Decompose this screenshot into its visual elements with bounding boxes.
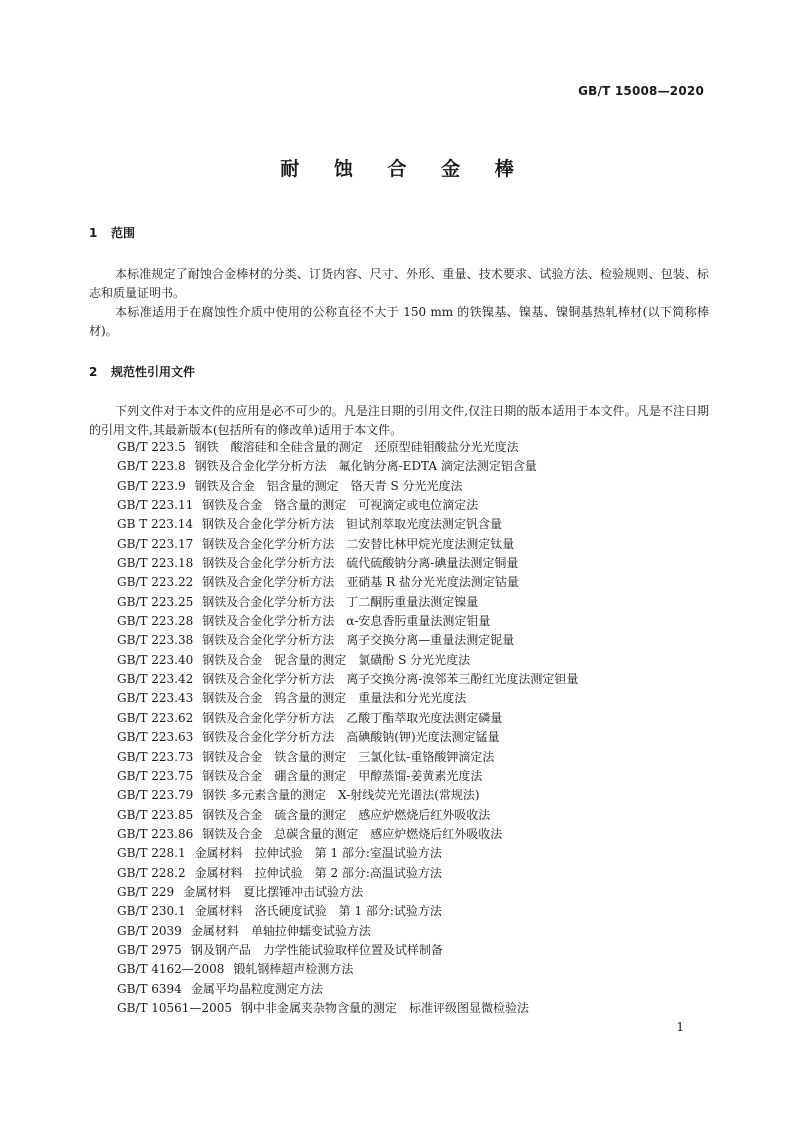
reference-code: GB/T 223.8 xyxy=(117,459,186,474)
reference-item xyxy=(117,573,578,592)
reference-item xyxy=(117,535,578,554)
reference-item xyxy=(117,960,578,979)
reference-item xyxy=(117,883,578,902)
reference-item xyxy=(117,767,578,786)
reference-title: 金属平均晶粒度测定方法 xyxy=(190,981,323,996)
reference-item xyxy=(117,457,578,476)
reference-title: 钢铁及合金化学分析方法 高碘酸钠(钾)光度法测定锰量 xyxy=(202,730,500,745)
reference-code: GB/T 223.18 xyxy=(117,556,194,571)
reference-title: 钢铁及合金化学分析方法 α-安息香肟重量法测定钼量 xyxy=(202,614,491,629)
reference-item xyxy=(117,922,578,941)
reference-title: 钢铁及合金化学分析方法 离子交换分离—重量法测定铌量 xyxy=(202,633,515,648)
reference-code: GB/T 223.11 xyxy=(117,498,194,513)
reference-item xyxy=(117,689,578,708)
reference-item xyxy=(117,786,578,805)
reference-code: GB/T 228.2 xyxy=(117,865,186,880)
reference-title: 金属材料 单轴拉伸蠕变试验方法 xyxy=(190,923,371,938)
reference-item xyxy=(117,748,578,767)
reference-item xyxy=(117,554,578,573)
reference-item xyxy=(117,728,578,747)
reference-item xyxy=(117,825,578,844)
reference-code: GB/T 223.62 xyxy=(117,710,194,725)
reference-code: GB/T 10561—2005 xyxy=(117,1000,232,1015)
reference-code: GB T 223.14 xyxy=(117,517,194,532)
reference-title: 钢铁及合金化学分析方法 钽试剂萃取光度法测定钒含量 xyxy=(202,517,503,532)
reference-title: 钢铁及合金 铬含量的测定 可视滴定或电位滴定法 xyxy=(202,498,479,513)
reference-title: 钢铁及合金化学分析方法 离子交换分离-溴邻苯三酚红光度法测定钽量 xyxy=(202,672,579,687)
section-title: 规范性引用文件 xyxy=(111,365,196,379)
reference-title: 钢铁及合金化学分析方法 二安替比林甲烷光度法测定钛量 xyxy=(202,536,515,551)
reference-title: 钢铁及合金化学分析方法 亚硝基 R 盐分光光度法测定钴量 xyxy=(202,575,519,590)
reference-title: 钢铁及合金 铝含量的测定 铬天青 S 分光光度法 xyxy=(194,478,463,493)
reference-code: GB/T 223.40 xyxy=(117,652,194,667)
reference-code: GB/T 223.9 xyxy=(117,478,186,493)
reference-item xyxy=(117,670,578,689)
section-heading-scope xyxy=(89,224,135,241)
reference-item xyxy=(117,651,578,670)
reference-item xyxy=(117,515,578,534)
page-number: 1 xyxy=(676,1020,684,1034)
section-number: 1 xyxy=(89,226,98,240)
reference-title: 钢铁及合金化学分析方法 氟化钠分离-EDTA 滴定法测定铝含量 xyxy=(194,459,537,474)
reference-code: GB/T 223.73 xyxy=(117,749,194,764)
scope-paragraph-2: 本标准适用于在腐蚀性介质中使用的公称直径不大于 150 mm 的铁镍基、镍基、镍铜基热轧棒材(以下简称棒材)。 xyxy=(89,305,709,338)
section-title: 范围 xyxy=(111,226,136,240)
reference-title: 金属材料 拉伸试验 第 2 部分:高温试验方法 xyxy=(194,865,442,880)
reference-code: GB/T 223.86 xyxy=(117,826,194,841)
reference-title: 金属材料 拉伸试验 第 1 部分:室温试验方法 xyxy=(194,846,442,861)
reference-title: 钢中非金属夹杂物含量的测定 标准评级图显微检验法 xyxy=(240,1000,529,1015)
reference-code: GB/T 2039 xyxy=(117,923,182,938)
reference-code: GB/T 223.75 xyxy=(117,768,194,783)
reference-title: 钢铁及合金 硫含量的测定 感应炉燃烧后红外吸收法 xyxy=(202,807,491,822)
reference-list xyxy=(117,438,578,1018)
reference-title: 钢铁及合金 总碳含量的测定 感应炉燃烧后红外吸收法 xyxy=(202,826,503,841)
reference-item xyxy=(117,941,578,960)
section-number: 2 xyxy=(89,365,98,379)
references-intro-paragraph: 下列文件对于本文件的应用是必不可少的。凡是注日期的引用文件,仅注日期的版本适用于本文件。凡是不注日期的引用文件,其最新版本(包括所有的修改单)适用于本文件。 xyxy=(89,404,709,437)
reference-item xyxy=(117,709,578,728)
reference-title: 钢铁及合金 钨含量的测定 重量法和分光光度法 xyxy=(202,691,467,706)
reference-item xyxy=(117,806,578,825)
reference-code: GB/T 4162—2008 xyxy=(117,962,225,977)
reference-item xyxy=(117,864,578,883)
reference-code: GB/T 223.85 xyxy=(117,807,194,822)
reference-code: GB/T 223.63 xyxy=(117,730,194,745)
reference-code: GB/T 223.79 xyxy=(117,788,194,803)
reference-item xyxy=(117,438,578,457)
reference-title: 钢铁及合金 硼含量的测定 甲醇蒸馏-姜黄素光度法 xyxy=(202,768,483,783)
reference-code: GB/T 228.1 xyxy=(117,846,186,861)
reference-code: GB/T 223.5 xyxy=(117,440,186,454)
reference-code: GB/T 229 xyxy=(117,884,175,899)
reference-title: 钢铁及合金化学分析方法 硫代硫酸钠分离-碘量法测定铜量 xyxy=(202,556,519,571)
reference-title: 锻轧钢棒超声检测方法 xyxy=(233,962,354,977)
section-heading-normative-references xyxy=(89,363,195,380)
reference-item xyxy=(117,980,578,999)
reference-item xyxy=(117,477,578,496)
reference-title: 钢铁 多元素含量的测定 X-射线荧光光谱法(常规法) xyxy=(202,788,480,803)
reference-code: GB/T 6394 xyxy=(117,981,182,996)
reference-item xyxy=(117,631,578,650)
standard-code: GB/T 15008—2020 xyxy=(578,84,704,98)
reference-item xyxy=(117,844,578,863)
reference-title: 金属材料 洛氏硬度试验 第 1 部分:试验方法 xyxy=(194,904,442,919)
reference-code: GB/T 223.25 xyxy=(117,594,194,609)
reference-title: 钢铁 酸溶硅和全硅含量的测定 还原型硅钼酸盐分光光度法 xyxy=(194,440,519,454)
document-title: 耐 蚀 合 金 棒 xyxy=(280,158,528,180)
reference-code: GB/T 223.22 xyxy=(117,575,194,590)
reference-code: GB/T 223.28 xyxy=(117,614,194,629)
reference-code: GB/T 223.43 xyxy=(117,691,194,706)
reference-code: GB/T 223.17 xyxy=(117,536,194,551)
reference-title: 钢铁及合金化学分析方法 乙酸丁酯萃取光度法测定磷量 xyxy=(202,710,503,725)
reference-title: 金属材料 夏比摆锤冲击试验方法 xyxy=(183,884,364,899)
reference-title: 钢铁及合金化学分析方法 丁二酮肟重量法测定镍量 xyxy=(202,594,479,609)
reference-item xyxy=(117,593,578,612)
reference-code: GB/T 2975 xyxy=(117,942,182,957)
reference-title: 钢铁及合金 铁含量的测定 三氯化钛-重铬酸钾滴定法 xyxy=(202,749,495,764)
scope-paragraph-1: 本标准规定了耐蚀合金棒材的分类、订货内容、尺寸、外形、重量、技术要求、试验方法、检验规则、包装、标志和质量证明书。 xyxy=(89,267,709,300)
reference-item xyxy=(117,999,578,1018)
reference-code: GB/T 223.38 xyxy=(117,633,194,648)
reference-item xyxy=(117,612,578,631)
reference-title: 钢铁及合金 铌含量的测定 氯磺酚 S 分光光度法 xyxy=(202,652,471,667)
reference-code: GB/T 230.1 xyxy=(117,904,186,919)
reference-item xyxy=(117,496,578,515)
reference-code: GB/T 223.42 xyxy=(117,672,194,687)
reference-item xyxy=(117,902,578,921)
reference-title: 钢及钢产品 力学性能试验取样位置及试样制备 xyxy=(190,942,443,957)
